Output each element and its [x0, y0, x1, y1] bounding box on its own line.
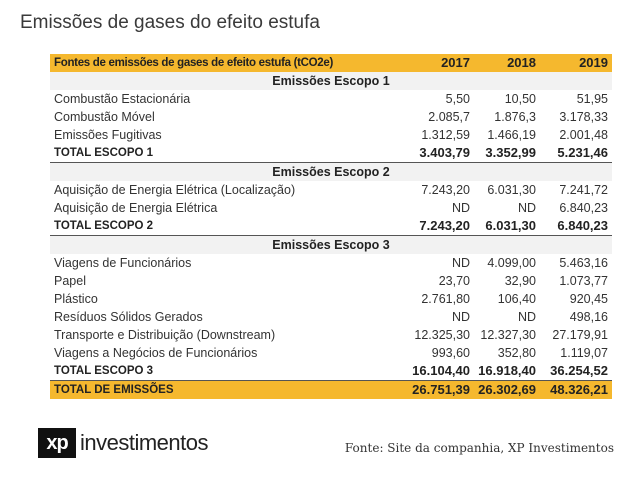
row-value: 1.466,19 [487, 128, 536, 142]
total-value: 36.254,52 [540, 362, 612, 381]
row-value: 12.325,30 [414, 328, 470, 342]
row-value: 3.178,33 [559, 110, 608, 124]
total-row-scope1 [50, 144, 612, 163]
row-value: 6.840,23 [559, 201, 608, 215]
row-value: 12.327,30 [480, 328, 536, 342]
row-label: Aquisição de Energia Elétrica (Localização) [54, 183, 296, 197]
row-value: 5.463,16 [559, 256, 608, 270]
table-row [50, 344, 612, 362]
row-value: 1.312,59 [421, 128, 470, 142]
row-value: 10,50 [504, 92, 536, 106]
row-value: 498,16 [569, 310, 608, 324]
row-value: ND [517, 201, 536, 215]
row-value: 51,95 [576, 92, 608, 106]
table-header-row [50, 54, 612, 72]
total-label: TOTAL ESCOPO 2 [50, 217, 405, 236]
row-value: ND [451, 201, 470, 215]
grand-total-row [50, 381, 612, 400]
row-label: Resíduos Sólidos Gerados [54, 310, 203, 324]
xp-logo [38, 428, 208, 458]
table-row [50, 326, 612, 344]
row-label: Combustão Estacionária [54, 92, 191, 106]
grand-total-value: 48.326,21 [540, 381, 612, 400]
row-label: Emissões Fugitivas [54, 128, 162, 142]
total-value: 3.352,99 [474, 144, 540, 163]
header-year: 2018 [474, 54, 540, 72]
header-label: Fontes de emissões de gases de efeito estufa (tCO2e) [50, 54, 405, 72]
total-value: 6.031,30 [474, 217, 540, 236]
row-label: Viagens a Negócios de Funcionários [54, 346, 258, 360]
row-label: Viagens de Funcionários [54, 256, 192, 270]
section-heading: Emissões Escopo 3 [50, 236, 612, 255]
table-row [50, 272, 612, 290]
row-value: 993,60 [431, 346, 470, 360]
row-label: Aquisição de Energia Elétrica [54, 201, 218, 215]
table-row [50, 199, 612, 217]
xp-logo-text: investimentos [80, 430, 209, 455]
total-label: TOTAL ESCOPO 1 [50, 144, 405, 163]
row-label: Plástico [54, 292, 98, 306]
total-value: 16.918,40 [474, 362, 540, 381]
section-heading: Emissões Escopo 1 [50, 72, 612, 90]
row-value: 23,70 [438, 274, 470, 288]
row-label: Transporte e Distribuição (Downstream) [54, 328, 276, 342]
row-value: 920,45 [569, 292, 608, 306]
total-value: 6.840,23 [540, 217, 612, 236]
row-value: ND [451, 310, 470, 324]
row-value: 2.761,80 [421, 292, 470, 306]
row-value: 1.876,3 [494, 110, 536, 124]
table-row [50, 90, 612, 108]
table-row [50, 290, 612, 308]
row-value: 1.119,07 [560, 346, 608, 360]
row-value: 1.073,77 [559, 274, 608, 288]
table-row [50, 108, 612, 126]
table-row [50, 181, 612, 199]
row-value: ND [517, 310, 536, 324]
section-heading-scope2 [50, 163, 612, 182]
section-heading-scope3 [50, 236, 612, 255]
row-value: 6.031,30 [487, 183, 536, 197]
total-label: TOTAL ESCOPO 3 [50, 362, 405, 381]
total-row-scope3 [50, 362, 612, 381]
grand-total-value: 26.751,39 [405, 381, 474, 400]
page-title: Emissões de gases do efeito estufa [20, 12, 320, 33]
emissions-table [50, 54, 612, 399]
row-value: 2.085,7 [428, 110, 470, 124]
row-value: 352,80 [497, 346, 536, 360]
total-value: 5.231,46 [540, 144, 612, 163]
row-value: 7.243,20 [421, 183, 470, 197]
header-year: 2017 [405, 54, 474, 72]
section-heading: Emissões Escopo 2 [50, 163, 612, 182]
source-note: Fonte: Site da companhia, XP Investimentos [344, 441, 614, 455]
grand-total-value: 26.302,69 [474, 381, 540, 400]
row-value: 32,90 [504, 274, 536, 288]
row-value: ND [451, 256, 470, 270]
row-value: 4.099,00 [487, 256, 536, 270]
grand-total-label: TOTAL DE EMISSÕES [50, 381, 405, 400]
row-value: 27.179,91 [552, 328, 608, 342]
total-value: 3.403,79 [405, 144, 474, 163]
row-value: 5,50 [445, 92, 470, 106]
row-value: 2.001,48 [559, 128, 608, 142]
row-label: Papel [54, 274, 86, 288]
section-heading-scope1 [50, 72, 612, 90]
table-row [50, 126, 612, 144]
total-value: 16.104,40 [405, 362, 474, 381]
xp-logo-mark: xp [38, 428, 76, 458]
row-label: Combustão Móvel [54, 110, 155, 124]
total-row-scope2 [50, 217, 612, 236]
row-value: 7.241,72 [559, 183, 608, 197]
header-year: 2019 [540, 54, 612, 72]
table-row [50, 308, 612, 326]
total-value: 7.243,20 [405, 217, 474, 236]
table-row [50, 254, 612, 272]
row-value: 106,40 [497, 292, 536, 306]
